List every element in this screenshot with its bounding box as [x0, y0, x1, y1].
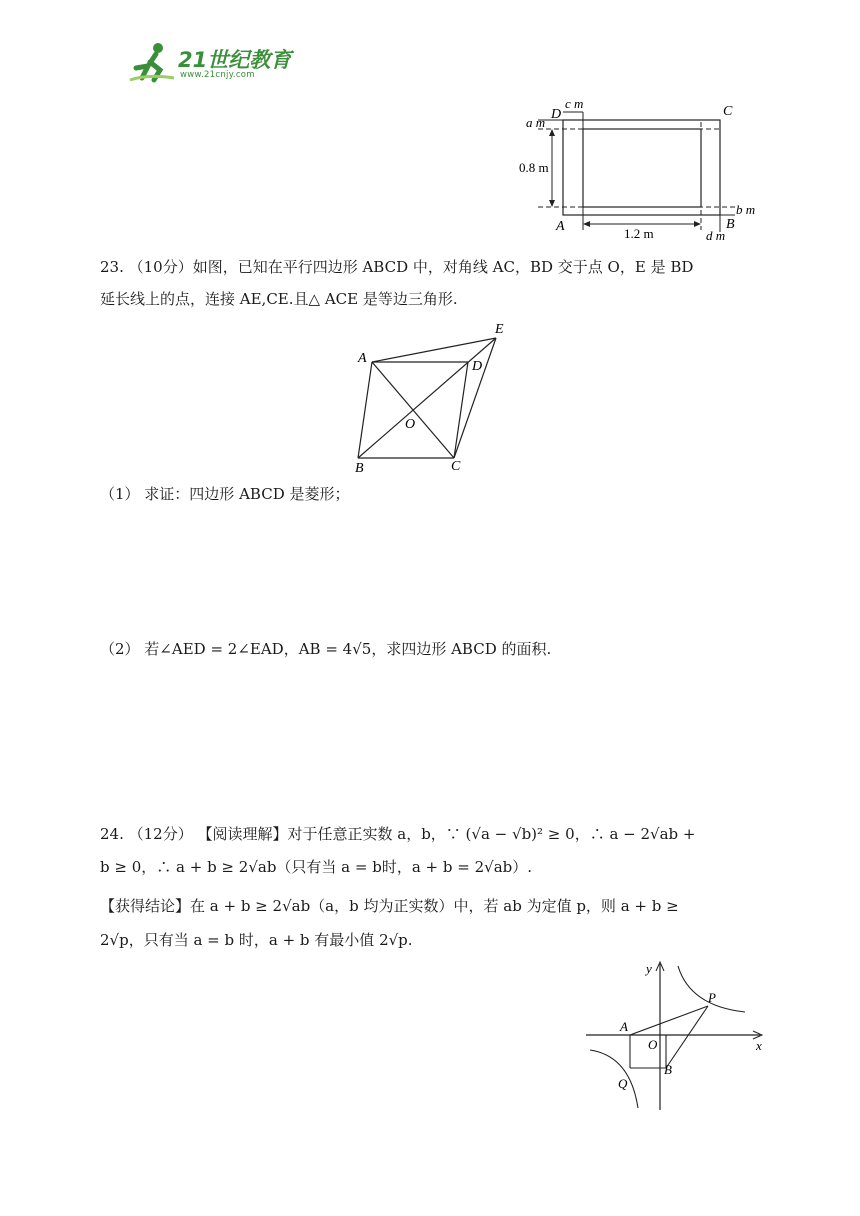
label-C: C	[723, 104, 733, 119]
label-d: d m	[706, 228, 726, 242]
site-logo	[128, 40, 298, 86]
coordinate-figure	[580, 958, 770, 1116]
label-P: P	[708, 990, 716, 1005]
label-a: a m	[526, 115, 546, 130]
label-A: A	[556, 219, 565, 234]
label-c: c m	[565, 96, 584, 111]
label-D: D	[472, 359, 483, 374]
q24-line1: 24. （12分） 【阅读理解】对于任意正实数 a，b，∵ (√a − √b)² ≥ 0，∴ a − 2√ab +	[100, 825, 696, 843]
label-B: B	[664, 1062, 672, 1077]
q23-intro-line2: 延长线上的点，连接 AE,CE.且△ ACE 是等边三角形.	[100, 290, 458, 308]
rhombus-figure	[350, 318, 520, 478]
label-D: D	[551, 107, 562, 122]
label-B: B	[726, 217, 735, 232]
q24-line4: 2√p，只有当 a = b 时，a + b 有最小值 2√p.	[100, 931, 413, 949]
logo-url: www.21cnjy.com	[180, 70, 255, 80]
frame-figure	[510, 92, 770, 242]
label-b: b m	[736, 202, 756, 217]
label-A: A	[620, 1019, 628, 1034]
label-O: O	[405, 417, 416, 432]
label-width: 1.2 m	[624, 226, 654, 241]
label-y: y	[646, 961, 652, 976]
q23-intro-line1: 23. （10分）如图，已知在平行四边形 ABCD 中，对角线 AC，BD 交于点 O，E 是 BD	[100, 258, 694, 276]
label-B: B	[355, 461, 364, 476]
logo-name: 21世纪教育	[178, 48, 292, 72]
q23-part1: （1） 求证：四边形 ABCD 是菱形；	[100, 485, 350, 503]
label-C: C	[451, 459, 461, 474]
q23-part2: （2） 若∠AED = 2∠EAD，AB = 4√5，求四边形 ABCD 的面积.	[100, 640, 552, 658]
runner-icon	[128, 40, 176, 86]
label-O: O	[648, 1037, 658, 1052]
label-Q: Q	[618, 1076, 628, 1091]
label-x: x	[756, 1038, 762, 1053]
label-A: A	[358, 351, 367, 366]
label-height: 0.8 m	[519, 160, 549, 175]
q24-line2: b ≥ 0，∴ a + b ≥ 2√ab（只有当 a = b时，a + b = 2√ab）.	[100, 858, 533, 876]
label-E: E	[495, 322, 504, 337]
q24-line3: 【获得结论】在 a + b ≥ 2√ab（a，b 均为正实数）中，若 ab 为定值 p，则 a + b ≥	[100, 897, 679, 915]
